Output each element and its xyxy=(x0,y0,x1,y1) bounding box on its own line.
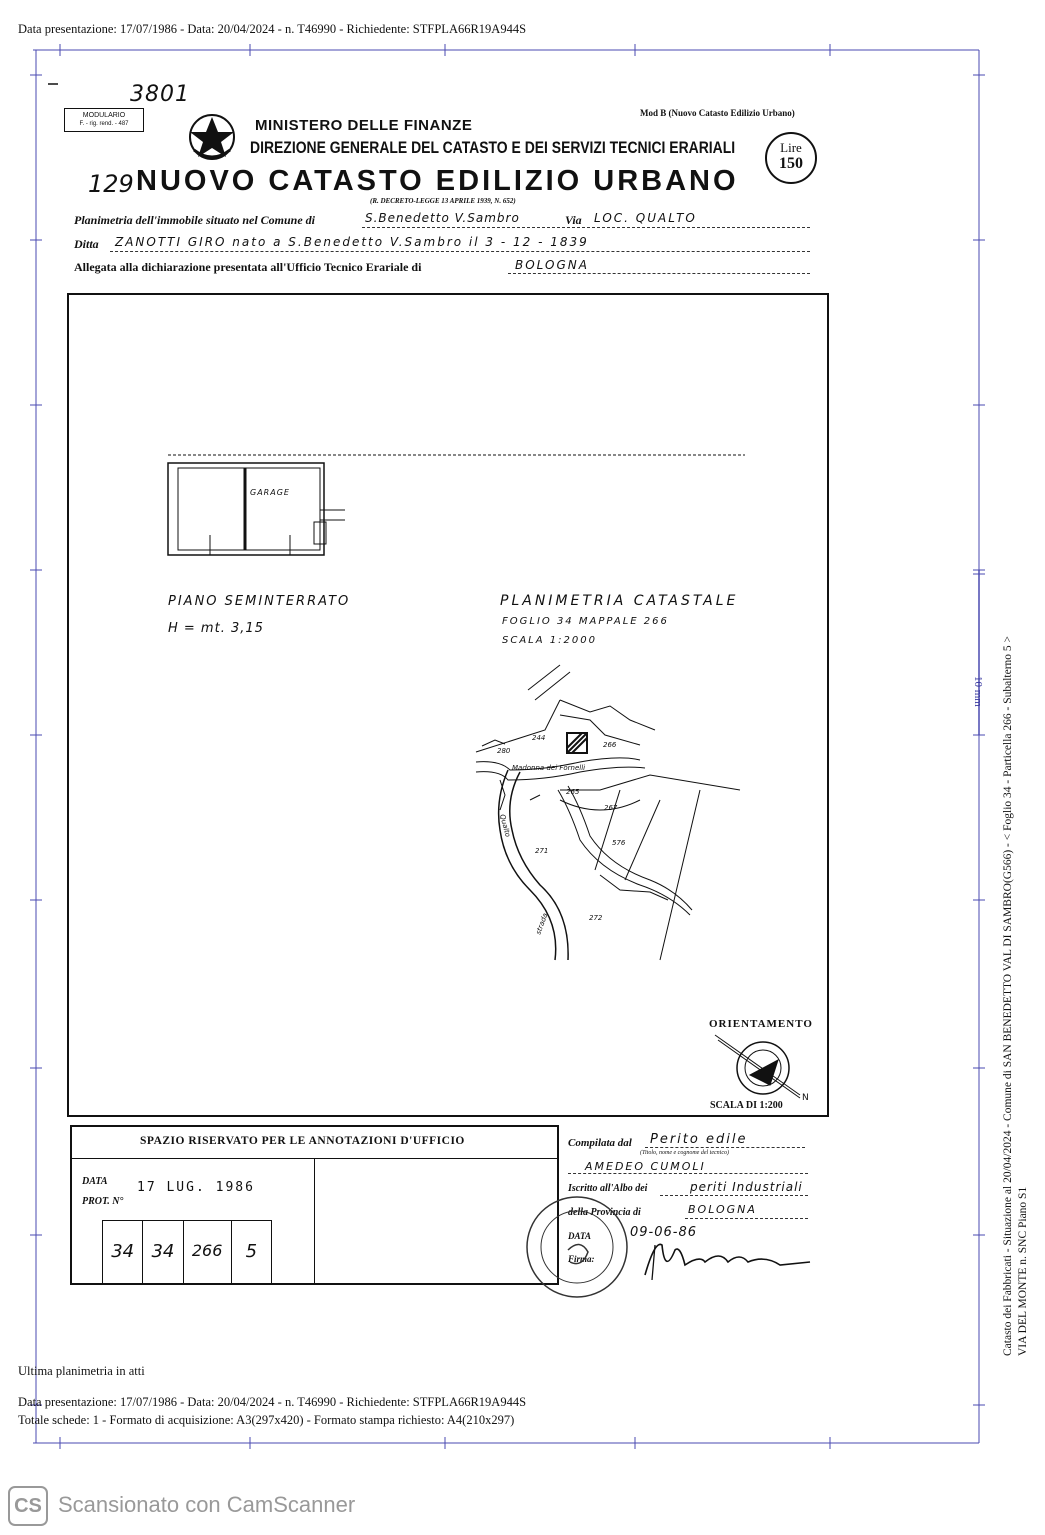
lire-value: 150 xyxy=(779,155,803,172)
parcel-267: 267 xyxy=(604,804,618,812)
modulario-sub: F. - rig. rend. - 487 xyxy=(79,121,129,127)
page-title: NUOVO CATASTO EDILIZIO URBANO xyxy=(136,165,739,197)
parcel-576: 576 xyxy=(612,839,626,847)
cadastral-id-boxes xyxy=(102,1220,272,1284)
footer-line-1: Data presentazione: 17/07/1986 - Data: 20/04/2024 - n. T46990 - Richiedente: STFPLA66R19A944S xyxy=(18,1395,527,1409)
iscritto-label: Iscritto all'Albo dei xyxy=(568,1183,648,1194)
road-label-qualto: Qualto xyxy=(498,813,512,838)
map-subtitle: FOGLIO 34 MAPPALE 266 xyxy=(502,616,669,627)
foglio-box-2: 34 xyxy=(151,1241,175,1262)
mod-b-label: Mod B (Nuovo Catasto Edilizio Urbano) xyxy=(640,108,795,118)
allegata-label: Allegata alla dichiarazione presentata all'Ufficio Tecnico Erariale di xyxy=(74,260,422,274)
provincia-value: BOLOGNA xyxy=(688,1203,757,1216)
camscanner-watermark: Scansionato con CamScanner xyxy=(58,1492,356,1517)
side-cadastral-info: Catasto dei Fabbricati - Situazione al 20/04/2024 - Comune di SAN BENEDETTO VAL DI SAMBRO(G566) - < Foglio 34 - Particella 266 - Subalterno 5 > xyxy=(1002,635,1014,1356)
svg-text:N: N xyxy=(802,1093,809,1103)
parcel-272: 272 xyxy=(589,914,603,922)
parcel-244: 244 xyxy=(532,734,546,742)
lire-stamp xyxy=(765,132,817,184)
parcel-271: 271 xyxy=(535,847,549,855)
map-title: PLANIMETRIA CATASTALE xyxy=(500,593,739,609)
firma-label: Firma: xyxy=(568,1254,595,1264)
reserved-title: SPAZIO RISERVATO PER LE ANNOTAZIONI D'UFFICIO xyxy=(140,1135,465,1147)
sheet-number: 3801 xyxy=(130,82,190,107)
drawing-scale-label: SCALA DI 1:200 xyxy=(710,1100,783,1111)
data2-value: 09-06-86 xyxy=(630,1225,698,1240)
data2-label: DATA xyxy=(568,1231,592,1241)
data-stamp-value: 17 LUG. 1986 xyxy=(137,1180,255,1195)
direzione-label: DIREZIONE GENERALE DEL CATASTO E DEI SERVIZI TECNICI ERARIALI xyxy=(250,138,736,157)
camscanner-logo: CS xyxy=(8,1486,48,1526)
map-scale: SCALA 1:2000 xyxy=(502,635,597,646)
ultima-label: Ultima planimetria in atti xyxy=(18,1364,145,1378)
ministero-label: MINISTERO DELLE FINANZE xyxy=(255,117,473,134)
compilata-note: (Titolo, nome e cognome del tecnico) xyxy=(640,1150,729,1156)
drawing-frame xyxy=(67,293,829,1117)
foglio-box: 34 xyxy=(111,1241,135,1262)
provincia-label: della Provincia di xyxy=(568,1207,641,1218)
ruler-label: 10 mm xyxy=(972,676,984,707)
subalterno-box: 5 xyxy=(245,1241,258,1262)
parcel-280: 280 xyxy=(497,747,511,755)
modulario-label: MODULARIO xyxy=(82,112,126,119)
tecnico-name: AMEDEO CUMOLI xyxy=(585,1160,706,1173)
prot-label: PROT. N° xyxy=(82,1196,124,1207)
form-number: 129 xyxy=(88,170,134,198)
compilata-label: Compilata dal xyxy=(568,1137,632,1149)
via-value: LOC. QUALTO xyxy=(594,211,697,225)
garage-label: GARAGE xyxy=(250,488,290,497)
modulario-box xyxy=(64,108,144,132)
decree-label: (R. DECRETO-LEGGE 13 APRILE 1939, N. 652) xyxy=(370,197,516,205)
via-label: Via xyxy=(565,213,582,227)
data-label: DATA xyxy=(82,1176,108,1187)
particella-box: 266 xyxy=(191,1241,223,1260)
footer-line-2: Totale schede: 1 - Formato di acquisizione: A3(297x420) - Formato stampa richiesto: A4(210x297) xyxy=(18,1413,515,1427)
floor-label: PIANO SEMINTERRATO xyxy=(168,594,351,609)
parcel-266: 266 xyxy=(603,741,617,749)
road-label-madonna: Madonna dei Fornelli xyxy=(512,764,586,772)
comune-value: S.Benedetto V.Sambro xyxy=(365,211,520,225)
ditta-label: Ditta xyxy=(74,237,99,251)
height-label: H = mt. 3,15 xyxy=(168,621,264,636)
ufficio-value: BOLOGNA xyxy=(515,258,589,272)
planimetria-label: Planimetria dell'immobile situato nel Comune di xyxy=(74,213,316,227)
road-label-strada: strada xyxy=(534,911,550,936)
side-address: VIA DEL MONTE n. SNC Piano S1 xyxy=(1017,1186,1029,1356)
parcel-265: 265 xyxy=(566,788,580,796)
lire-label: Lire xyxy=(780,140,802,155)
ditta-value: ZANOTTI GIRO nato a S.Benedetto V.Sambro il 3 - 12 - 1839 xyxy=(115,235,589,249)
iscritto-value: periti Industriali xyxy=(690,1180,803,1194)
orientation-label: ORIENTAMENTO xyxy=(709,1018,813,1030)
top-info-line: Data presentazione: 17/07/1986 - Data: 20/04/2024 - n. T46990 - Richiedente: STFPLA66R19A944S xyxy=(18,22,527,36)
compilata-value: Perito edile xyxy=(650,1132,748,1147)
